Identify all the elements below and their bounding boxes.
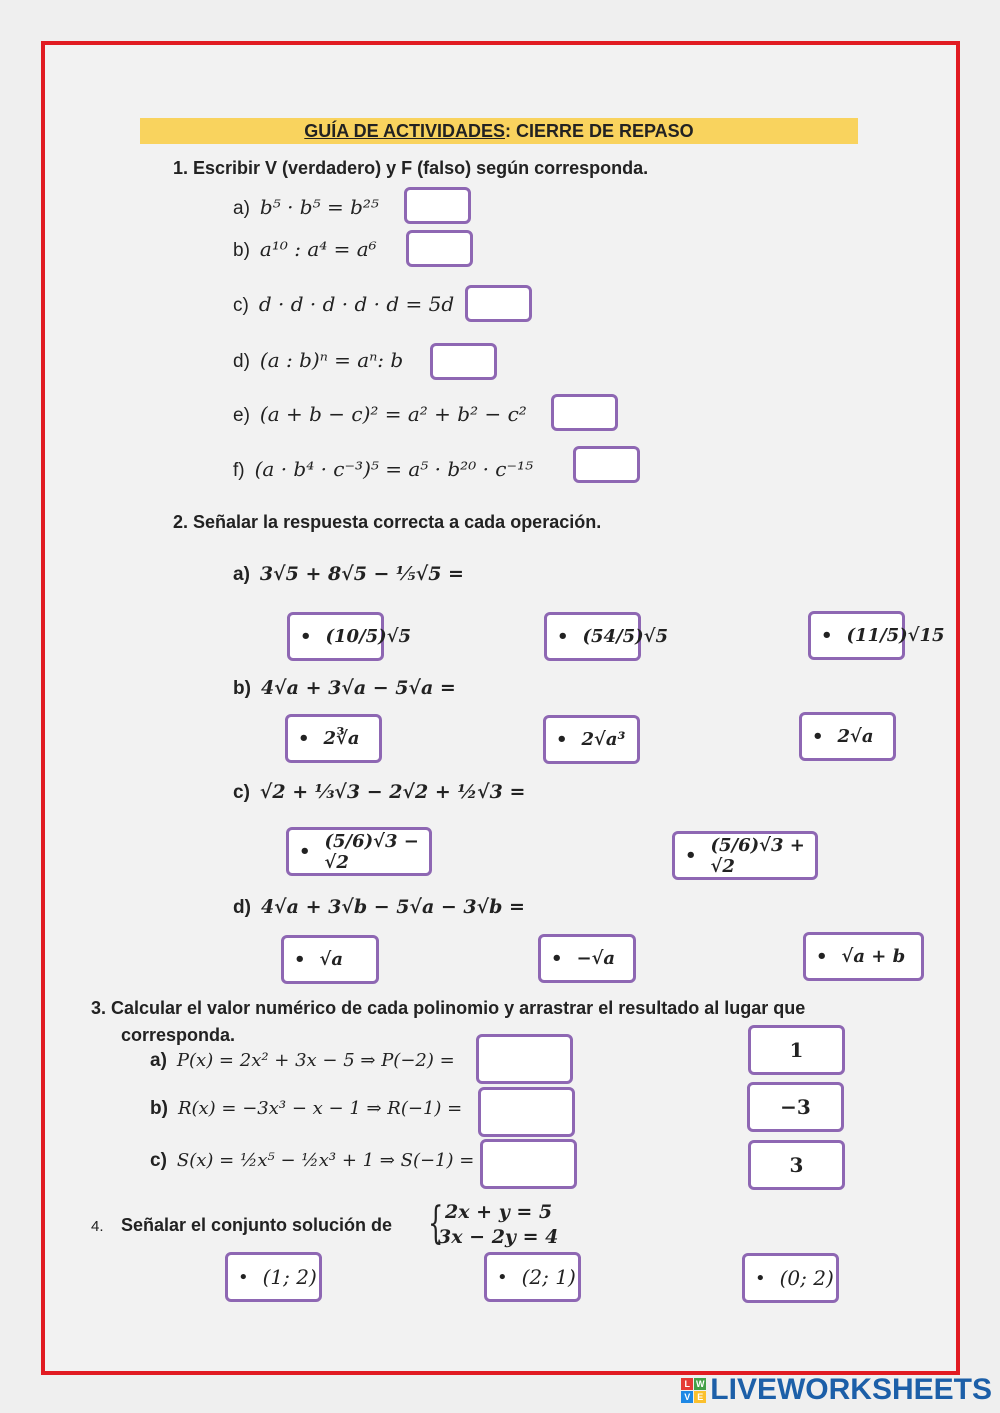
bullet-icon: • (816, 946, 828, 967)
q2b-option-1[interactable]: • 2∛a (285, 714, 382, 763)
q1-item-e: e) (a + b − c)² = a² + b² − c² (233, 402, 527, 426)
q2-item-b: b) 4√a + 3√a − 5√a = (233, 677, 456, 699)
liveworksheets-logo-icon: L W V E (681, 1378, 706, 1403)
bullet-icon: • (812, 726, 824, 747)
q3-drop-zone-b[interactable] (478, 1087, 575, 1137)
bullet-icon: • (685, 845, 697, 866)
q1-item-f: f) (a · b⁴ · c⁻³)⁵ = a⁵ · b²⁰ · c⁻¹⁵ (233, 457, 534, 481)
q1-item-c: c) d · d · d · d · d = 5d (233, 292, 455, 316)
q2-expr-b: 4√a + 3√a − 5√a = (260, 677, 456, 699)
bullet-icon: • (755, 1267, 766, 1289)
q2d-option-1[interactable]: • √a (281, 935, 379, 984)
q1-answer-box-c[interactable] (465, 285, 532, 322)
q2a-option-3[interactable]: • (11/5)√15 (808, 611, 905, 660)
q1-answer-box-a[interactable] (404, 187, 471, 224)
q3-heading-line2: corresponda. (121, 1025, 236, 1045)
q3-expr-c: S(x) = ½x⁵ − ½x³ + 1 ⇒ S(−1) = (176, 1150, 475, 1171)
q2c-option-1[interactable]: • (5/6)√3 − √2 (286, 827, 432, 876)
q2d-option-2[interactable]: • −√a (538, 934, 636, 983)
page-title (140, 118, 858, 144)
q4-number: 4. (91, 1218, 104, 1235)
q1-expr-e: (a + b − c)² = a² + b² − c² (259, 402, 527, 426)
q1-heading: 1. Escribir V (verdadero) y F (falso) según corresponda. (173, 158, 649, 178)
bullet-icon: • (551, 948, 563, 969)
system-brace: { (428, 1198, 444, 1249)
q2a-option-2[interactable]: • (54/5)√5 (544, 612, 641, 661)
q4-heading: Señalar el conjunto solución de (121, 1215, 393, 1235)
title-underlined: GUÍA DE ACTIVIDADES (304, 121, 505, 141)
liveworksheets-logo (681, 1373, 992, 1407)
q1-expr-d: (a : b)ⁿ = aⁿ: b (259, 348, 404, 372)
q3-expr-b: R(x) = −3x³ − x − 1 ⇒ R(−1) = (177, 1098, 463, 1119)
q3-heading-line1: 3. Calcular el valor numérico de cada polinomio y arrastrar el resultado al lugar que (91, 998, 806, 1018)
q3-item-c: c) S(x) = ½x⁵ − ½x³ + 1 ⇒ S(−1) = (150, 1150, 475, 1171)
bullet-icon: • (238, 1266, 249, 1288)
q2-expr-a: 3√5 + 8√5 − ⅕√5 = (259, 563, 464, 585)
q1-answer-box-e[interactable] (551, 394, 618, 431)
q3-draggable-answer-1[interactable]: 1 (748, 1025, 845, 1075)
q4-system-eq1: 2x + y = 5 (445, 1201, 553, 1223)
q3-item-b: b) R(x) = −3x³ − x − 1 ⇒ R(−1) = (150, 1098, 463, 1119)
q4-system-eq2: 3x − 2y = 4 (438, 1226, 559, 1248)
title-rest: : CIERRE DE REPASO (504, 121, 694, 141)
q4-option-3[interactable]: • (0; 2) (742, 1253, 839, 1303)
q1-answer-box-d[interactable] (430, 343, 497, 380)
q3-item-a: a) P(x) = 2x² + 3x − 5 ⇒ P(−2) = (150, 1050, 455, 1071)
q3-expr-a: P(x) = 2x² + 3x − 5 ⇒ P(−2) = (176, 1050, 455, 1071)
q2a-option-1[interactable]: • (10/5)√5 (287, 612, 384, 661)
q4-option-1[interactable]: • (1; 2) (225, 1252, 322, 1302)
q1-answer-box-f[interactable] (573, 446, 640, 483)
q2-item-c: c) √2 + ⅓√3 − 2√2 + ½√3 = (233, 781, 526, 803)
q2-item-a: a) 3√5 + 8√5 − ⅕√5 = (233, 563, 464, 585)
bullet-icon: • (300, 626, 312, 647)
q1-item-d: d) (a : b)ⁿ = aⁿ: b (233, 348, 404, 372)
bullet-icon: • (299, 841, 311, 862)
q4-option-2[interactable]: • (2; 1) (484, 1252, 581, 1302)
q2b-option-3[interactable]: • 2√a (799, 712, 896, 761)
bullet-icon: • (298, 728, 310, 749)
q1-answer-box-b[interactable] (406, 230, 473, 267)
q2-expr-c: √2 + ⅓√3 − 2√2 + ½√3 = (259, 781, 526, 803)
q3-draggable-answer-3[interactable]: 3 (748, 1140, 845, 1190)
bullet-icon: • (497, 1266, 508, 1288)
q2c-option-2[interactable]: • (5/6)√3 + √2 (672, 831, 818, 880)
q1-expr-c: d · d · d · d · d = 5d (258, 292, 455, 316)
q1-expr-a: b⁵ · b⁵ = b²⁵ (259, 195, 379, 219)
bullet-icon: • (557, 626, 569, 647)
q3-drop-zone-a[interactable] (476, 1034, 573, 1084)
q3-draggable-answer-2[interactable]: −3 (747, 1082, 844, 1132)
q2-heading: 2. Señalar la respuesta correcta a cada operación. (173, 512, 602, 532)
q2-expr-d: 4√a + 3√b − 5√a − 3√b = (260, 896, 525, 918)
q1-expr-b: a¹⁰ : a⁴ = a⁶ (259, 237, 377, 261)
q3-drop-zone-c[interactable] (480, 1139, 577, 1189)
bullet-icon: • (821, 625, 833, 646)
q2b-option-2[interactable]: • 2√a³ (543, 715, 640, 764)
bullet-icon: • (556, 729, 568, 750)
bullet-icon: • (294, 949, 306, 970)
q2-item-d: d) 4√a + 3√b − 5√a − 3√b = (233, 896, 525, 918)
q2d-option-3[interactable]: • √a + b (803, 932, 924, 981)
brand-name: LIVEWORKSHEETS (710, 1373, 992, 1406)
q1-expr-f: (a · b⁴ · c⁻³)⁵ = a⁵ · b²⁰ · c⁻¹⁵ (254, 457, 534, 481)
q1-item-b: b) a¹⁰ : a⁴ = a⁶ (233, 237, 377, 261)
q1-item-a: a) b⁵ · b⁵ = b²⁵ (233, 195, 379, 219)
